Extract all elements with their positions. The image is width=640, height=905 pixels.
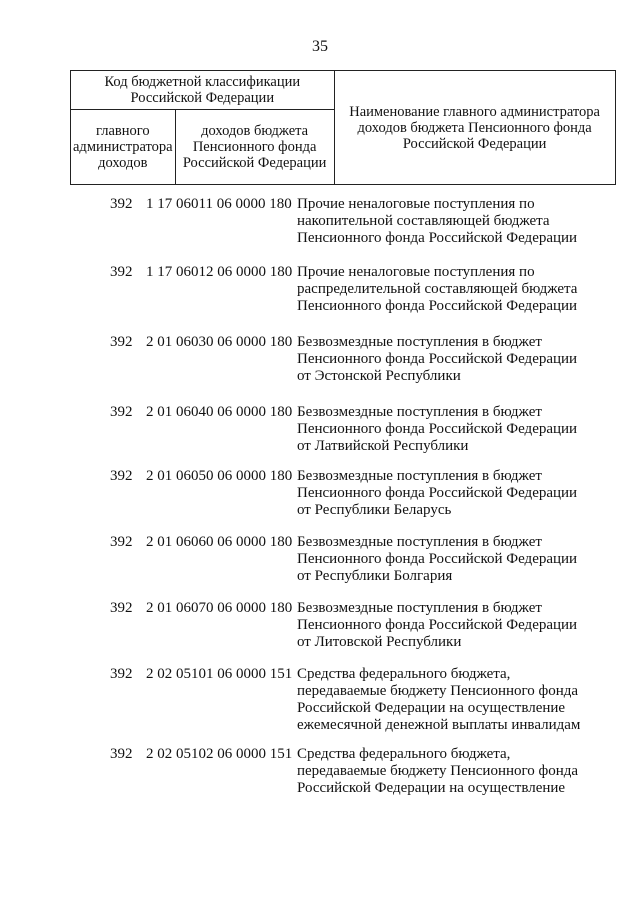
description-line: от Республики Болгария	[297, 568, 453, 584]
description-line: Безвозмездные поступления в бюджет	[297, 468, 542, 484]
description-line: передаваемые бюджету Пенсионного фонда	[297, 763, 579, 779]
description-line: Безвозмездные поступления в бюджет	[297, 600, 542, 616]
description-line: Пенсионного фонда Российской Федерации	[297, 485, 578, 501]
income-column-header: доходов бюджета Пенсионного фонда Российской Федерации	[175, 110, 334, 185]
income-code: 2 01 06070 06 0000 180	[146, 600, 293, 616]
description-line: от Литовской Республики	[297, 634, 462, 650]
income-description	[297, 404, 597, 455]
description-line: от Республики Беларусь	[297, 502, 452, 518]
description-line: Безвозмездные поступления в бюджет	[297, 534, 542, 550]
description-line: Пенсионного фонда Российской Федерации	[297, 230, 578, 246]
description-line: Российской Федерации на осуществление	[297, 700, 566, 716]
description-line: Средства федерального бюджета,	[297, 666, 511, 682]
header-table	[70, 70, 616, 185]
income-code: 1 17 06012 06 0000 180	[146, 264, 293, 280]
admin-code: 392	[110, 600, 133, 616]
admin-code: 392	[110, 666, 133, 682]
description-line: Прочие неналоговые поступления по	[297, 196, 535, 212]
description-line: Безвозмездные поступления в бюджет	[297, 334, 542, 350]
description-line: Российской Федерации на осуществление	[297, 780, 566, 796]
description-line: Пенсионного фонда Российской Федерации	[297, 617, 578, 633]
description-line: распределительной составляющей бюджета	[297, 281, 578, 297]
income-code: 2 01 06040 06 0000 180	[146, 404, 293, 420]
description-line: от Эстонской Республики	[297, 368, 461, 384]
description-line: Пенсионного фонда Российской Федерации	[297, 421, 578, 437]
description-line: Пенсионного фонда Российской Федерации	[297, 551, 578, 567]
admin-code: 392	[110, 534, 133, 550]
income-description	[297, 600, 597, 651]
admin-column-header: главного администратора доходов	[71, 110, 176, 185]
income-code: 1 17 06011 06 0000 180	[146, 196, 292, 212]
description-line: ежемесячной денежной выплаты инвалидам	[297, 717, 581, 733]
description-line: передаваемые бюджету Пенсионного фонда	[297, 683, 579, 699]
description-line: Средства федерального бюджета,	[297, 746, 511, 762]
description-line: накопительной составляющей бюджета	[297, 213, 550, 229]
income-code: 2 01 06050 06 0000 180	[146, 468, 293, 484]
description-line: Пенсионного фонда Российской Федерации	[297, 351, 578, 367]
admin-code: 392	[110, 746, 133, 762]
code-group-header: Код бюджетной классификации Российской Федерации	[71, 71, 335, 110]
income-code: 2 01 06060 06 0000 180	[146, 534, 293, 550]
income-description	[297, 666, 597, 734]
admin-code: 392	[110, 404, 133, 420]
admin-code: 392	[110, 196, 133, 212]
name-column-header: Наименование главного администратора доходов бюджета Пенсионного фонда Российской Федерации	[334, 71, 615, 185]
income-description	[297, 534, 597, 585]
income-description	[297, 746, 597, 797]
income-code: 2 01 06030 06 0000 180	[146, 334, 293, 350]
income-description	[297, 468, 597, 519]
description-line: Пенсионного фонда Российской Федерации	[297, 298, 578, 314]
income-description	[297, 196, 597, 247]
description-line: от Латвийской Республики	[297, 438, 469, 454]
income-code: 2 02 05102 06 0000 151	[146, 746, 293, 762]
income-description	[297, 264, 597, 315]
page-number: 35	[312, 38, 328, 55]
admin-code: 392	[110, 468, 133, 484]
admin-code: 392	[110, 264, 133, 280]
description-line: Безвозмездные поступления в бюджет	[297, 404, 542, 420]
income-code: 2 02 05101 06 0000 151	[146, 666, 293, 682]
admin-code: 392	[110, 334, 133, 350]
income-description	[297, 334, 597, 385]
description-line: Прочие неналоговые поступления по	[297, 264, 535, 280]
